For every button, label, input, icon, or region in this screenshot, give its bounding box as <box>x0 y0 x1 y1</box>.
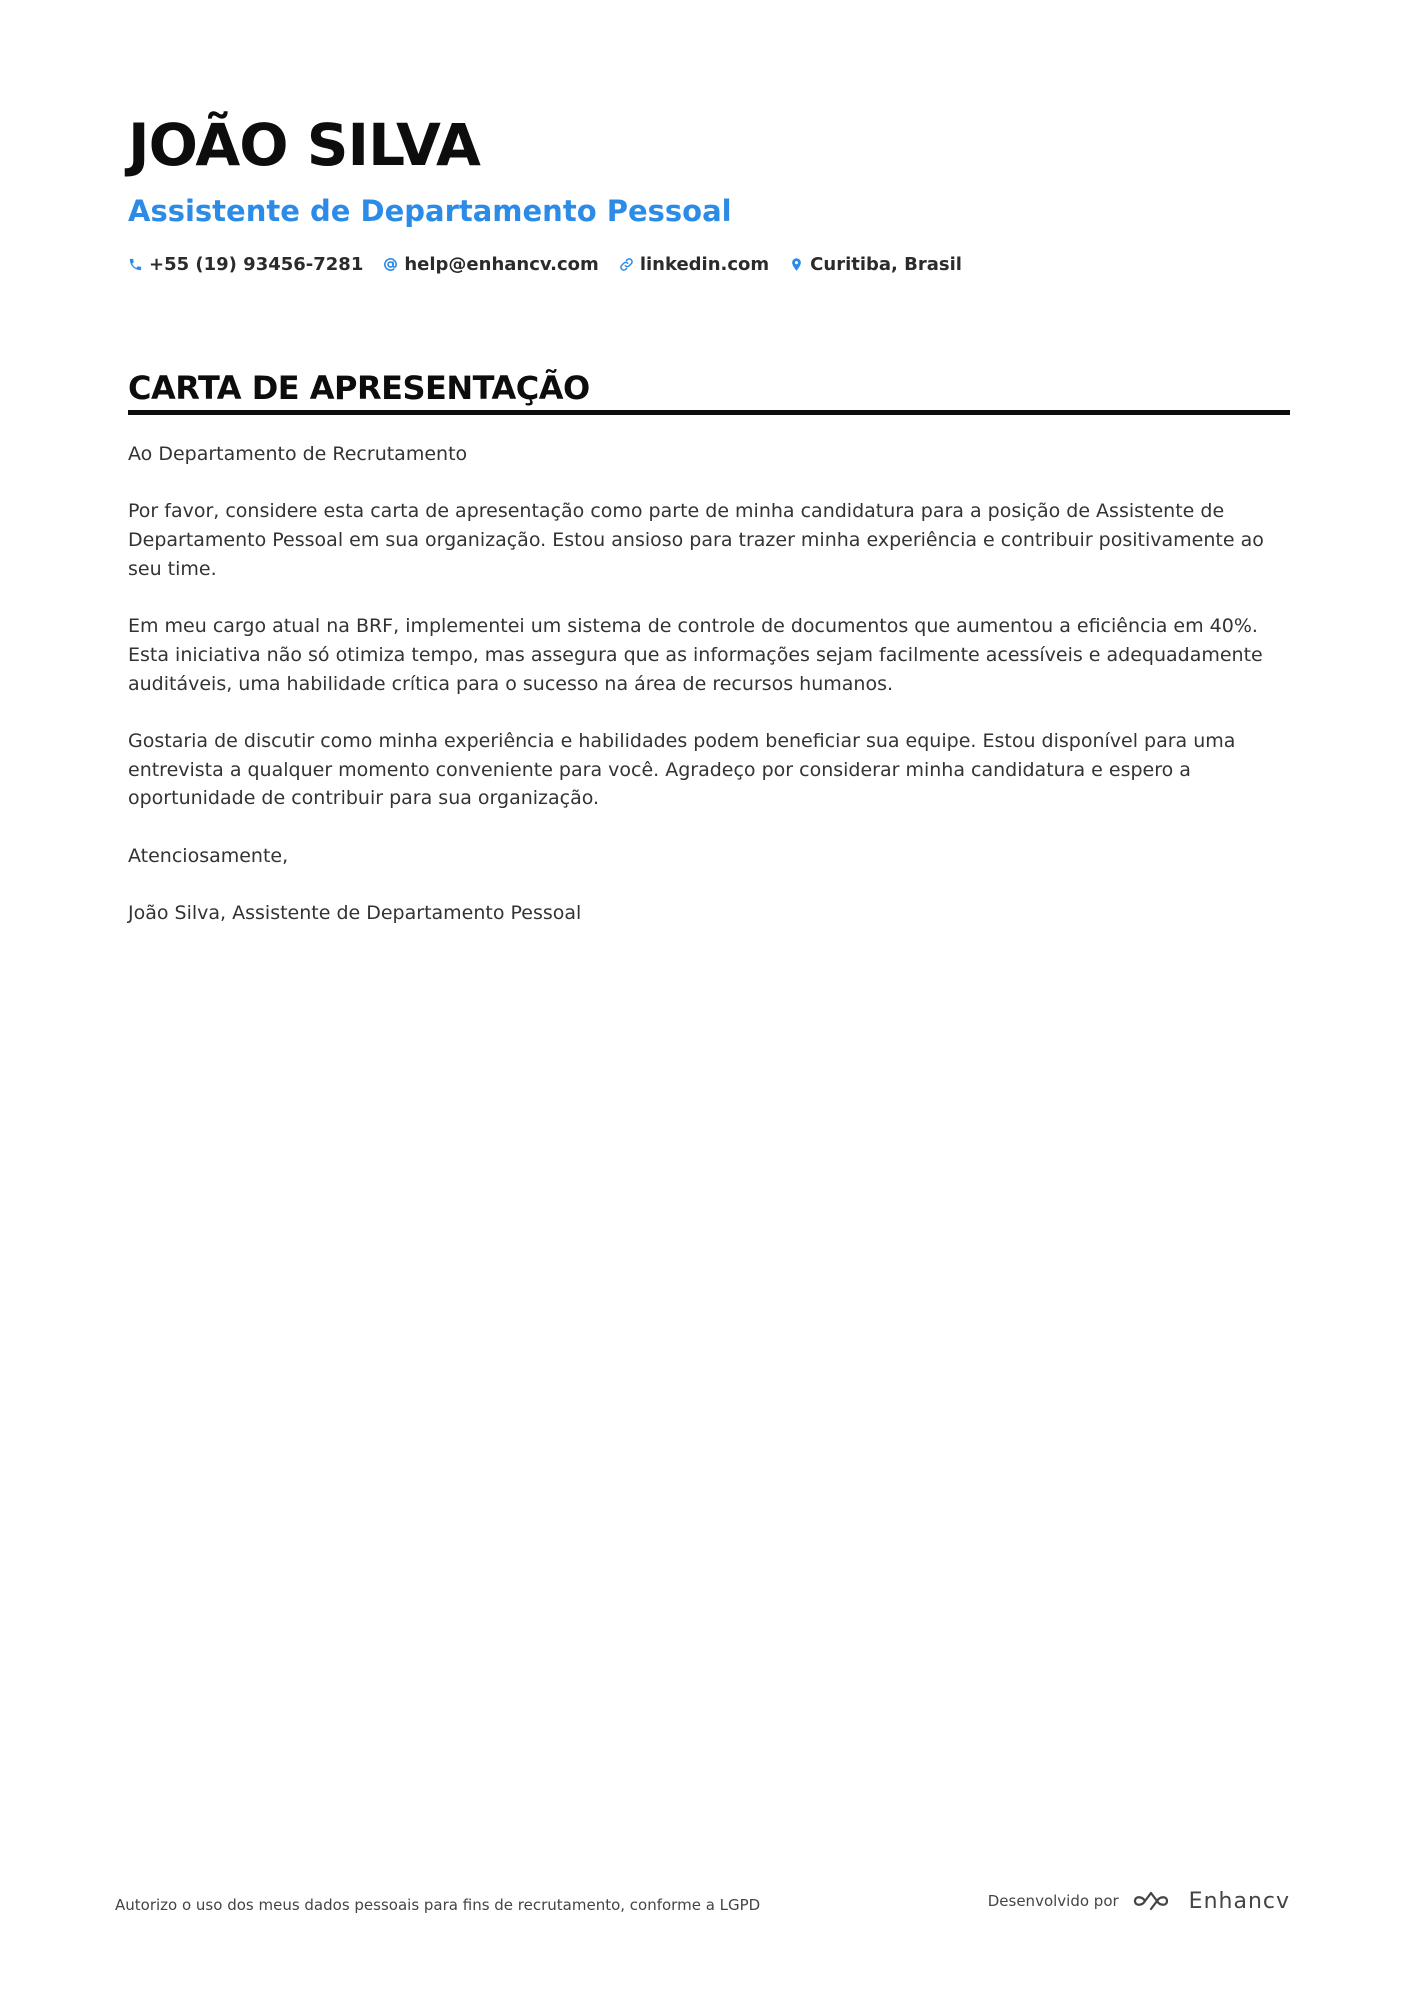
contact-bar <box>128 254 982 275</box>
contact-phone-text: +55 (19) 93456-7281 <box>149 254 364 275</box>
phone-icon <box>128 257 143 272</box>
brand-name: Enhancv <box>1188 1888 1290 1914</box>
contact-linkedin <box>619 254 769 275</box>
at-icon <box>383 257 398 272</box>
powered-by-label: Desenvolvido por <box>987 1892 1119 1910</box>
contact-location-text: Curitiba, Brasil <box>810 254 962 275</box>
section-title: CARTA DE APRESENTAÇÃO <box>128 369 590 407</box>
letter-paragraph: Gostaria de discutir como minha experiência e habilidades podem beneficiar sua equipe. Estou disponível para uma entrevista a qualquer momento conveniente para você. Agradeço por considerar minha candidatura e espero a oportunidade de contribuir para sua organização. <box>128 729 1236 810</box>
section-divider <box>128 410 1290 415</box>
contact-email <box>383 254 598 275</box>
link-icon <box>619 257 634 272</box>
letter-paragraph: Em meu cargo atual na BRF, implementei um sistema de controle de documentos que aumentou a eficiência em 40%. Esta iniciativa não só otimiza tempo, mas assegura que as informações sejam facilmente acessíveis e adequadamente auditáveis, uma habilidade crítica para o sucesso na área de recursos humanos. <box>128 615 1263 695</box>
letter-greeting: Ao Departamento de Recrutamento <box>128 443 468 465</box>
location-pin-icon <box>789 257 804 272</box>
applicant-name: JOÃO SILVA <box>128 111 480 179</box>
footer-brand <box>988 1888 1290 1914</box>
footer-consent-text: Autorizo o uso dos meus dados pessoais para fins de recrutamento, conforme a LGPD <box>115 1896 761 1914</box>
letter-paragraph: Por favor, considere esta carta de apresentação como parte de minha candidatura para a posição de Assistente de Departamento Pessoal em sua organização. Estou ansioso para trazer minha experiência e contribuir positivamente ao seu time. <box>128 500 1264 580</box>
letter-body <box>128 440 1290 957</box>
letter-closing: Atenciosamente, <box>128 844 289 867</box>
contact-linkedin-text: linkedin.com <box>639 254 770 275</box>
contact-phone <box>128 254 363 275</box>
job-title: Assistente de Departamento Pessoal <box>128 194 732 228</box>
enhancv-logo-icon <box>1131 1888 1177 1914</box>
contact-email-text: help@enhancv.com <box>404 254 599 275</box>
contact-location <box>789 254 962 275</box>
letter-signature: João Silva, Assistente de Departamento Pessoal <box>128 902 582 925</box>
